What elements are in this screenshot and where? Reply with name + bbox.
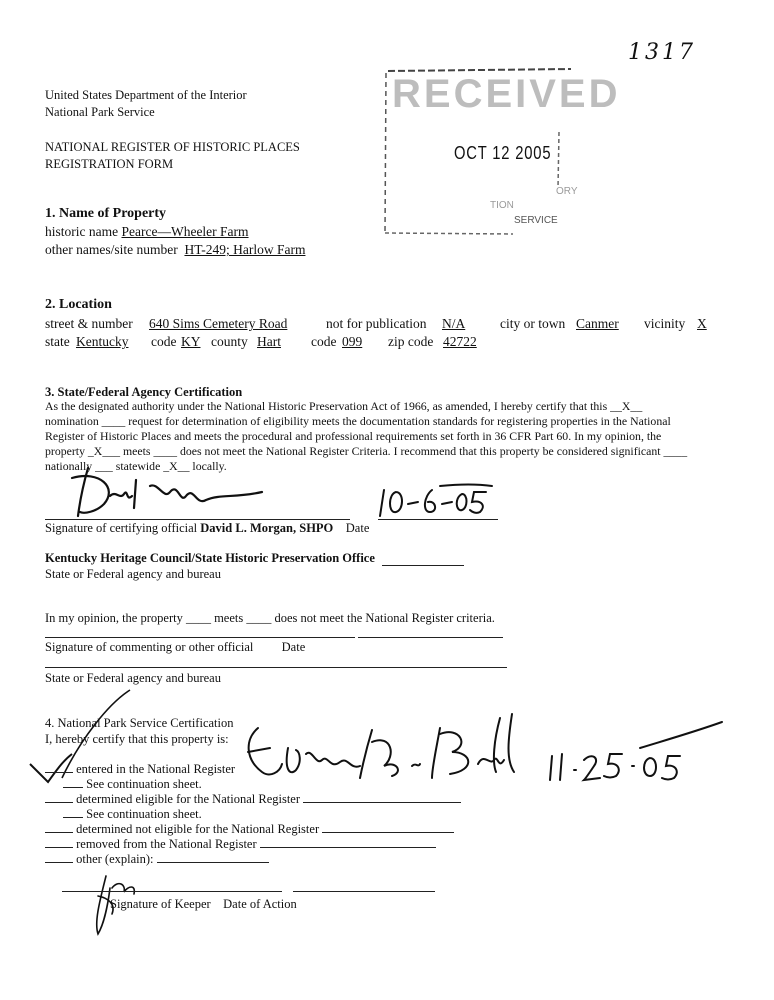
other-names-value: HT-249; Harlow Farm: [184, 242, 306, 257]
stamp-line-2: TION: [490, 200, 514, 211]
option-entered-row: [45, 762, 235, 776]
handwritten-page-number: 1317: [628, 40, 696, 65]
shpo-signature-label-row: [45, 521, 369, 535]
shpo-signature-line: [45, 519, 350, 520]
commenting-signature-label: Signature of commenting or other official: [45, 640, 254, 654]
section-1-heading: 1. Name of Property: [45, 206, 167, 221]
state-label: state: [45, 334, 70, 349]
stamp-line-3: SERVICE: [514, 215, 558, 226]
option-eligible-continuation: See continuation sheet.: [86, 807, 202, 821]
option-entered-label: entered in the National Register: [76, 762, 236, 776]
commenting-signature-line: [45, 637, 355, 638]
historic-name-label: historic name: [45, 224, 119, 239]
option-not-eligible-label: determined not eligible for the National Register: [76, 822, 320, 836]
county-code-value: 099: [342, 334, 363, 349]
keeper-date-label: Date of Action: [223, 897, 297, 911]
certification-line-1: As the designated authority under the National Historic Preservation Act of 1966, as amended, I hereby certify that this __X__: [45, 399, 643, 413]
state-value: Kentucky: [76, 334, 129, 349]
zip-value: 42722: [443, 334, 477, 349]
stamp-received-word: RECEIVED: [392, 72, 621, 116]
form-title-line-1: NATIONAL REGISTER OF HISTORIC PLACES: [45, 140, 300, 154]
shpo-signature-image: [72, 468, 262, 516]
state-code-value: KY: [181, 334, 201, 349]
city-label: city or town: [500, 316, 566, 331]
keeper-signature-label: Signature of Keeper: [110, 897, 211, 911]
city-value: Canmer: [576, 316, 619, 331]
option-eligible-row: [45, 792, 461, 806]
option-other-label: other (explain):: [76, 852, 154, 866]
opinion-line: In my opinion, the property ____ meets ____ does not meet the National Register criteria.: [45, 611, 495, 625]
stamp-line-1: ORY: [556, 186, 578, 197]
option-entered-continuation: See continuation sheet.: [86, 777, 202, 791]
certification-line-2: nomination ____ request for determination of eligibility meets the documentation standards for registering properties in the National: [45, 414, 671, 428]
shpo-bureau-label: State or Federal agency and bureau: [45, 567, 221, 581]
commenting-date-label: Date: [281, 640, 306, 654]
option-eligible-label: determined eligible for the National Register: [76, 792, 301, 806]
shpo-signature-label: Signature of certifying official: [45, 521, 198, 535]
state-code-label: code: [151, 334, 177, 349]
section-3-heading: 3. State/Federal Agency Certification: [45, 385, 243, 399]
option-removed-row: [45, 837, 436, 851]
nfp-label: not for publication: [326, 316, 427, 331]
keeper-date-line: [293, 891, 435, 892]
zip-label: zip code: [388, 334, 434, 349]
keeper-label-row: [110, 897, 297, 911]
option-not-eligible-row: [45, 822, 454, 836]
street-label: street & number: [45, 316, 133, 331]
street-value: 640 Sims Cemetery Road: [149, 316, 288, 331]
shpo-date-label: Date: [345, 521, 370, 535]
certification-line-5: nationally ___ statewide _X__ locally.: [45, 459, 227, 473]
section-2-heading: 2. Location: [45, 297, 112, 312]
option-removed-label: removed from the National Register: [76, 837, 257, 851]
shpo-date-image: [380, 485, 492, 517]
shpo-office-name: Kentucky Heritage Council/State Historic Preservation Office: [45, 551, 375, 565]
vicinity-value: X: [697, 316, 707, 331]
certification-line-4: property _X___ meets ____ does not meet the National Register Criteria. I recommend that this property be considered significant ____: [45, 444, 688, 458]
stamp-date: OCT 12 2005: [454, 143, 552, 163]
commenting-date-line: [358, 637, 503, 638]
agency-line-2: National Park Service: [45, 105, 155, 119]
shpo-office-trailing-line: [382, 565, 464, 566]
county-code-label: code: [311, 334, 337, 349]
historic-name-value: Pearce—Wheeler Farm: [121, 224, 249, 239]
commenting-label-row: [45, 640, 305, 654]
other-names-label: other names/site number: [45, 242, 178, 257]
nfp-value: N/A: [442, 316, 466, 331]
section-4-heading: 4. National Park Service Certification: [45, 716, 234, 730]
agency-line-1: United States Department of the Interior: [45, 88, 247, 102]
keeper-signature-line: [62, 891, 282, 892]
county-label: county: [211, 334, 248, 349]
shpo-official-name: David L. Morgan, SHPO: [200, 521, 334, 535]
commenting-bureau-line: [45, 667, 507, 668]
vicinity-label: vicinity: [644, 316, 686, 331]
keeper-signature-image: [248, 714, 514, 778]
form-title-line-2: REGISTRATION FORM: [45, 157, 174, 171]
option-eligible-continuation-row: [63, 807, 202, 821]
commenting-bureau-label: State or Federal agency and bureau: [45, 671, 221, 685]
option-entered-continuation-row: [63, 777, 202, 791]
certification-line-3: Register of Historic Places and meets the procedural and professional requirements set forth in 36 CFR Part 60. In my opinion, the: [45, 429, 662, 443]
shpo-date-line: [378, 519, 498, 520]
option-other-row: [45, 852, 269, 866]
county-value: Hart: [257, 334, 281, 349]
nps-certify-line: I, hereby certify that this property is:: [45, 732, 229, 746]
keeper-date-image: [550, 722, 722, 780]
